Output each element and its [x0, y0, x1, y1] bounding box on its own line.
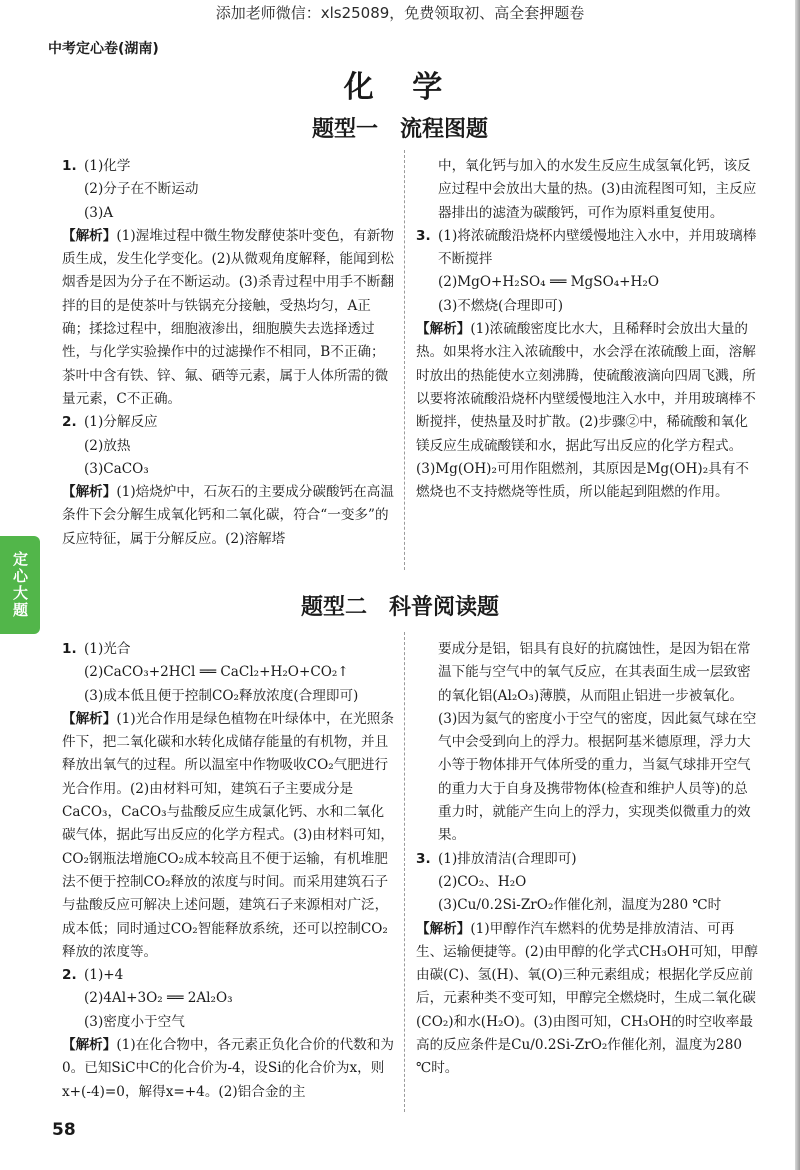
item-text: (1)浓硫酸密度比水大，且稀释时会放出大量的热。如果将水注入浓硫酸中，水会浮在浓硫酸上面，溶解时放出的热能使水立刻沸腾，使硫酸液滴向四周飞溅，所以要将浓硫酸沿烧杯内壁缓慢地注入水中，并用玻璃棒不断搅拌，使热量及时扩散。(2)步骤②中，稀硫酸和氧化镁反应生成硫酸镁和水，据此写出反应的化学方程式。(3)Mg(OH)₂可用作阻燃剂，其原因是Mg(OH)₂具有不燃烧也不支持燃烧等性质，所以能起到阻燃的作用。 — [416, 321, 756, 501]
question-item — [416, 848, 761, 871]
subject-title: 化 学 — [343, 70, 457, 105]
question-number: 3. — [416, 850, 431, 867]
answer-line — [416, 638, 761, 848]
item-text: (3)成本低且便于控制CO₂释放浓度(合理即可) — [84, 687, 359, 704]
page-number: 58 — [52, 1120, 76, 1140]
section2-left-column — [62, 638, 394, 1104]
item-text: (1)排放清洁(合理即可) — [438, 850, 577, 867]
question-item — [62, 155, 394, 178]
page-edge — [795, 0, 800, 1170]
watermark-banner: 添加老师微信：xls25089，免费领取初、高全套押题卷 — [215, 4, 585, 22]
explanation-paragraph — [62, 225, 394, 411]
item-text: 要成分是铝，铝具有良好的抗腐蚀性，是因为铝在常温下能与空气中的氧气反应，在其表面生成一层致密的氧化铝(Al₂O₃)薄膜，从而阻止铝进一步被氧化。(3)因为氦气的密度小于空气的密度，因此氦气球在空气中会受到向上的浮力。根据阿基米德原理，浮力大小等于物体排开气体所受的重力，当氦气球排开空气的重力大于自身及携带物体(检查和维护人员等)的总重力时，就能产生向上的浮力，实现类似微重力的效果。 — [438, 641, 757, 844]
item-text: (3)Cu/0.2Si-ZrO₂作催化剂，温度为280 ℃时 — [438, 897, 722, 914]
explanation-paragraph — [62, 1034, 394, 1104]
item-text: (1)光合作用是绿色植物在叶绿体中，在光照条件下，把二氧化碳和水转化成储存能量的有机物，并且释放出氧气的过程。所以温室中作物吸收CO₂气肥进行光合作用。(2)由材料可知，建筑石子主要成分是CaCO₃，CaCO₃与盐酸反应生成氯化钙、水和二氧化碳气体，据此写出反应的化学方程式。(3)由材料可知，CO₂钢瓶法增施CO₂成本较高且不便于运输，有机堆肥法不便于控制CO₂释放的浓度与时间。而采用建筑石子与盐酸反应可解决上述问题，建筑石子来源相对广泛，成本低；同时通过CO₂智能释放系统，还可以控制CO₂释放的浓度等。 — [62, 710, 394, 960]
question-item — [62, 964, 394, 987]
explanation-tag: 【解析】 — [62, 1037, 117, 1054]
item-text: (2)MgO+H₂SO₄ ══ MgSO₄+H₂O — [438, 274, 659, 291]
answer-line — [62, 435, 394, 458]
section1-left-column — [62, 155, 394, 551]
answer-line — [416, 271, 761, 294]
answer-line — [416, 894, 761, 917]
explanation-tag: 【解析】 — [416, 920, 471, 937]
item-text: (1)化学 — [84, 158, 131, 174]
item-text: (2)CaCO₃+2HCl ══ CaCl₂+H₂O+CO₂↑ — [84, 664, 349, 681]
question-number: 2. — [62, 414, 77, 431]
item-text: (3)不燃烧(合理即可) — [438, 297, 564, 314]
question-number: 3. — [416, 227, 431, 244]
item-text: (1)在化合物中，各元素正负化合价的代数和为0。已知SiC中C的化合价为-4，设Si的化合价为x，则x+(-4)=0，解得x=+4。(2)铝合金的主 — [62, 1037, 394, 1100]
answer-line — [62, 661, 394, 684]
section2-right-column — [416, 638, 761, 1081]
section-title-science-reading: 题型二 科普阅读题 — [300, 595, 499, 620]
item-text: (2)4Al+3O₂ ══ 2Al₂O₃ — [84, 990, 233, 1007]
question-number: 1. — [62, 158, 77, 174]
explanation-tag: 【解析】 — [416, 321, 471, 338]
header-label: 中考定心卷(湖南) — [48, 41, 159, 57]
explanation-paragraph — [416, 318, 761, 504]
item-text: (1)甲醇作汽车燃料的优势是排放清洁、可再生、运输便捷等。(2)由甲醇的化学式CH₃OH可知，甲醇由碳(C)、氢(H)、氧(O)三种元素组成；根据化学反应前后，元素种类不变可知，甲醇完全燃烧时，生成二氧化碳(CO₂)和水(H₂O)。(3)由图可知，CH₃OH的时空收率最高的反应条件是Cu/0.2Si-ZrO₂作催化剂，温度为280 ℃时。 — [416, 920, 758, 1077]
column-divider — [404, 150, 405, 570]
item-text: (1)分解反应 — [84, 414, 158, 431]
question-item — [62, 411, 394, 434]
item-text: (1)渥堆过程中微生物发酵使茶叶变色，有新物质生成，发生化学变化。(2)从微观角度解释，能闻到松烟香是因为分子在不断运动。(3)杀青过程中用手不断翻拌的目的是使茶叶与铁锅充分接触，受热均匀，A正确；揉捻过程中，细胞液渗出，细胞膜失去选择透过性，与化学实验操作中的过滤操作不相同，B不正确；茶叶中含有铁、锌、氟、硒等元素，属于人体所需的微量元素，C不正确。 — [62, 227, 394, 407]
section1-right-column — [416, 155, 761, 504]
item-text: (1)+4 — [84, 967, 124, 984]
item-text: (1)光合 — [84, 641, 131, 657]
item-text: (1)将浓硫酸沿烧杯内壁缓慢地注入水中，并用玻璃棒不断搅拌 — [438, 227, 757, 268]
explanation-tag: 【解析】 — [62, 710, 117, 727]
answer-line — [62, 1011, 394, 1034]
explanation-tag: 【解析】 — [62, 484, 117, 501]
item-text: (2)CO₂、H₂O — [438, 873, 527, 890]
item-text: (3)CaCO₃ — [84, 460, 149, 477]
question-item — [416, 225, 761, 272]
section-title-flowchart: 题型一 流程图题 — [311, 117, 488, 142]
item-text: (2)分子在不断运动 — [84, 181, 199, 198]
answer-line — [62, 178, 394, 201]
answer-line — [416, 155, 761, 225]
item-text: 中，氧化钙与加入的水发生反应生成氢氧化钙，该反应过程中会放出大量的热。(3)由流程图可知，主反应器排出的滤渣为碳酸钙，可作为原料重复使用。 — [438, 158, 757, 221]
explanation-paragraph — [62, 481, 394, 551]
explanation-paragraph — [416, 918, 761, 1081]
answer-line — [416, 871, 761, 894]
column-divider — [404, 632, 405, 1112]
item-text: (1)焙烧炉中，石灰石的主要成分碳酸钙在高温条件下会分解生成氧化钙和二氧化碳，符合“一变多”的反应特征，属于分解反应。(2)溶解塔 — [62, 484, 394, 547]
item-text: (2)放热 — [84, 437, 131, 454]
question-number: 2. — [62, 967, 77, 984]
explanation-paragraph — [62, 708, 394, 964]
answer-line — [416, 295, 761, 318]
answer-line — [62, 202, 394, 225]
item-text: (3)密度小于空气 — [84, 1013, 185, 1030]
side-tab-label: 定心大题 — [0, 536, 40, 634]
answer-line — [62, 987, 394, 1010]
answer-line — [62, 685, 394, 708]
question-number: 1. — [62, 641, 77, 657]
question-item — [62, 638, 394, 661]
explanation-tag: 【解析】 — [62, 227, 117, 244]
item-text: (3)A — [84, 204, 114, 221]
answer-line — [62, 458, 394, 481]
